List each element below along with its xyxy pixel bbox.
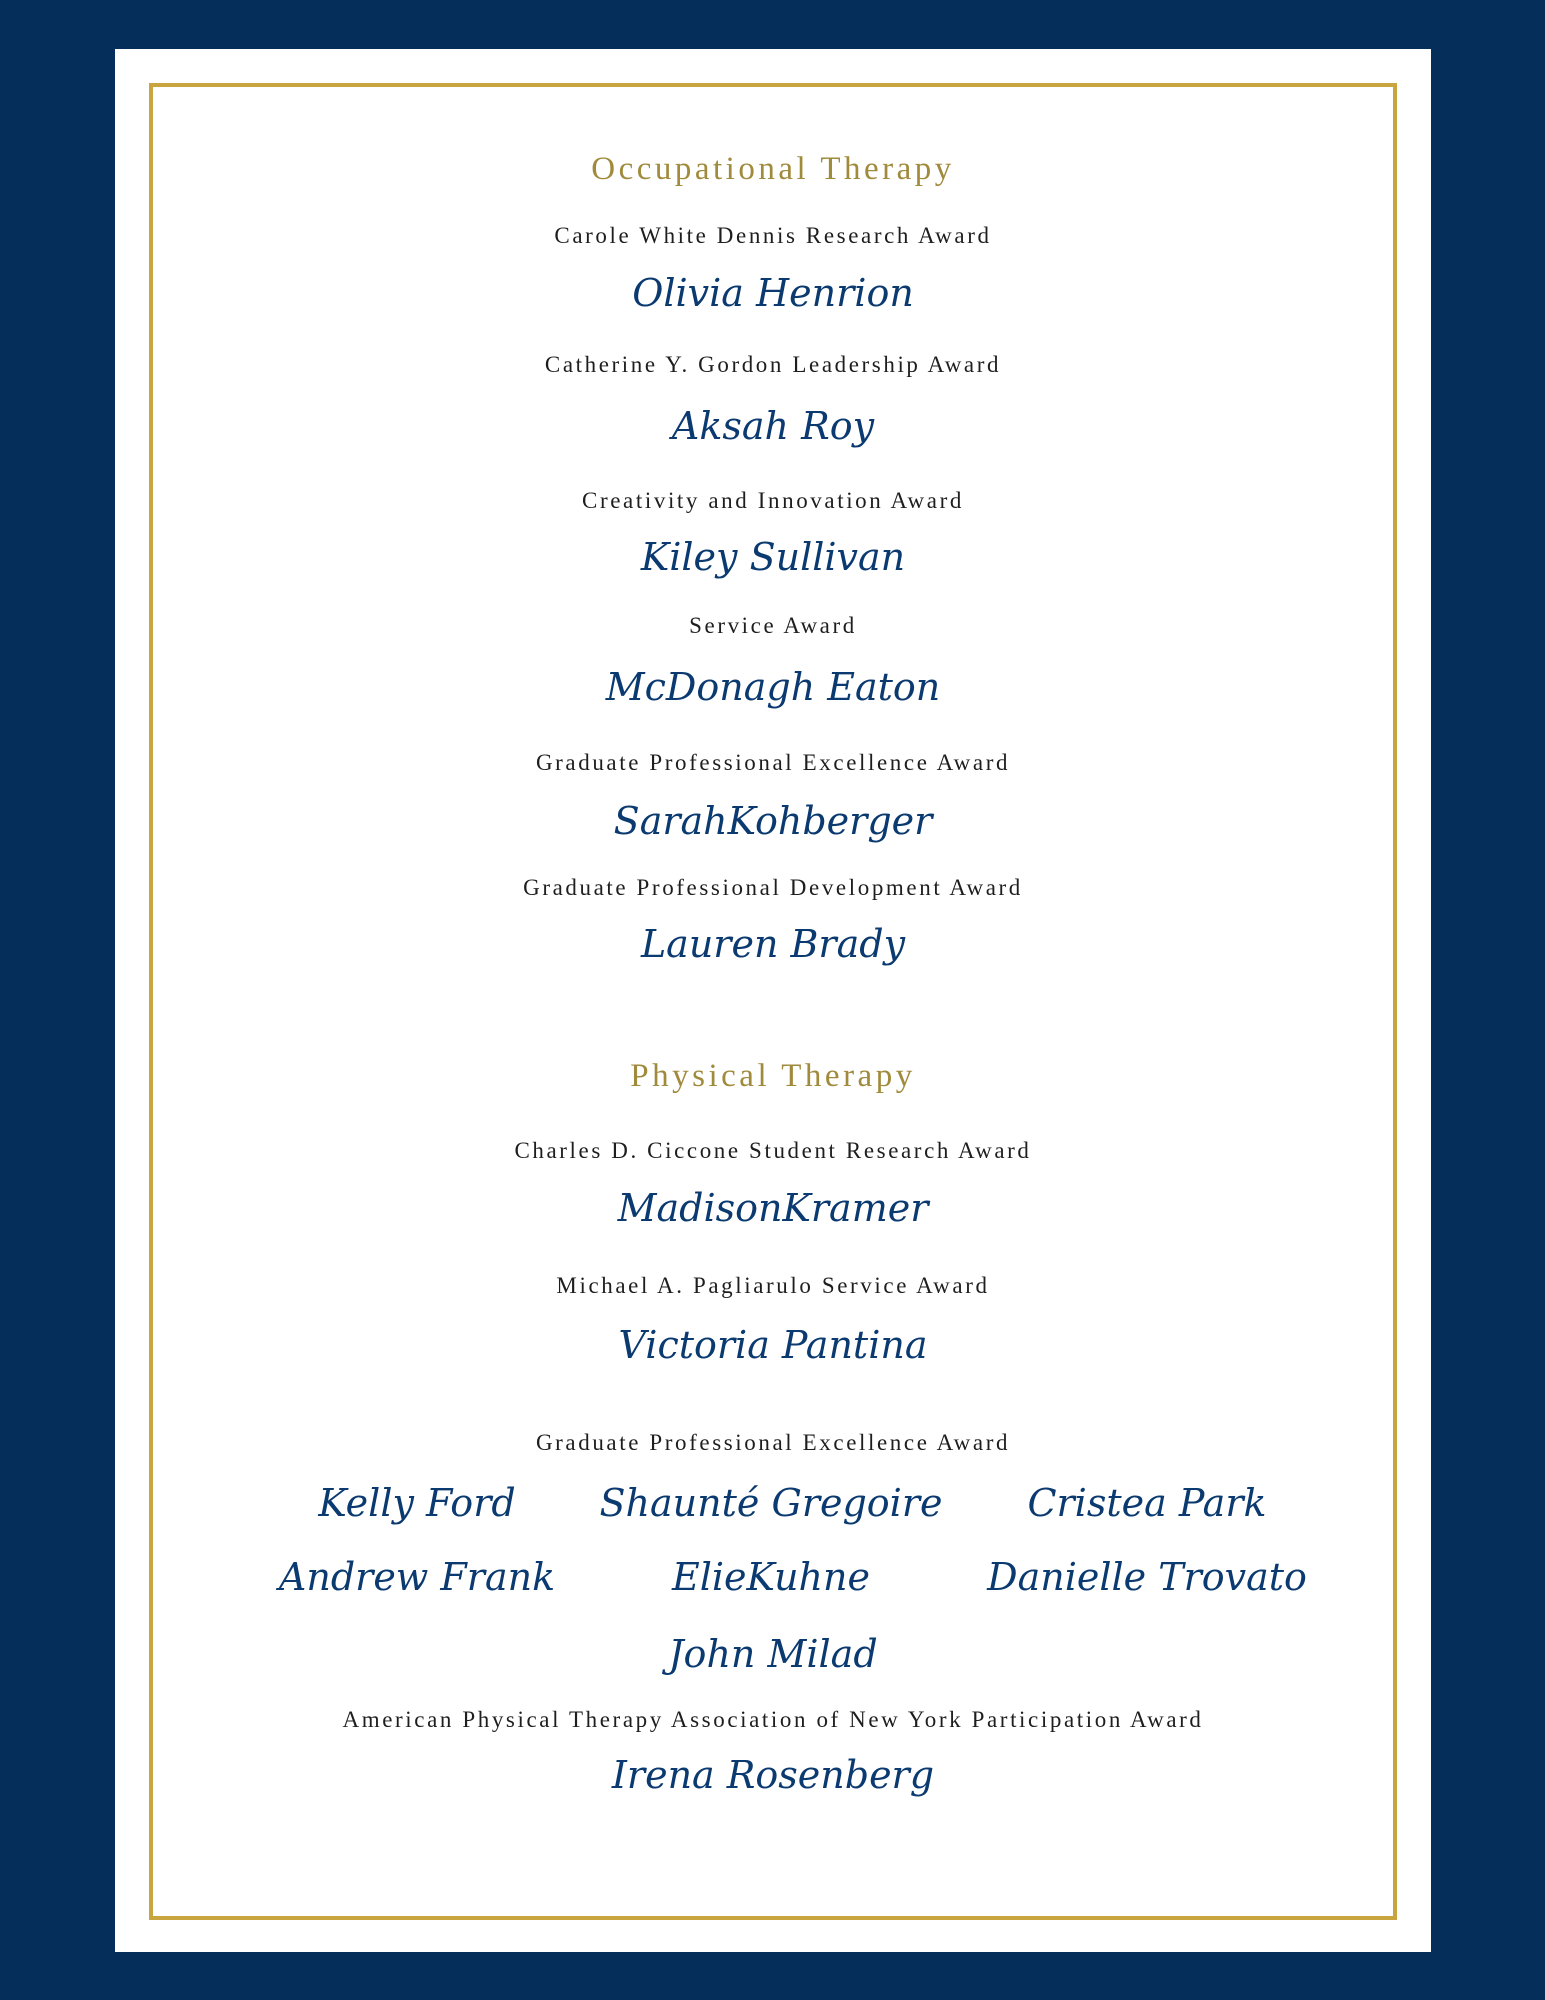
pt-excellence-award-title: Graduate Professional Excellence Award <box>535 1430 1011 1455</box>
ot-award-title: Creativity and Innovation Award <box>582 488 964 513</box>
pt-award-title: Michael A. Pagliarulo Service Award <box>556 1273 990 1298</box>
ot-award-title: Catherine Y. Gordon Leadership Award <box>544 352 1002 377</box>
pt-excellence-recipient: Cristea Park <box>1027 1481 1267 1525</box>
awards-card <box>115 49 1431 1952</box>
ot-award-recipient: Aksah Roy <box>671 404 875 448</box>
pt-apta-recipient: Irena Rosenberg <box>611 1753 935 1797</box>
ot-award-recipient: Kiley Sullivan <box>640 535 906 579</box>
pt-excellence-recipient: Andrew Frank <box>278 1555 556 1599</box>
pt-excellence-recipient: Kelly Ford <box>318 1481 516 1525</box>
pt-excellence-recipient: John Milad <box>668 1632 878 1676</box>
ot-section-heading: Occupational Therapy <box>591 151 955 187</box>
pt-section-heading: Physical Therapy <box>630 1058 916 1094</box>
pt-award-recipient: MadisonKramer <box>617 1186 929 1230</box>
pt-apta-award-title: American Physical Therapy Association of New York Participation Award <box>342 1707 1204 1732</box>
pt-award-title: Charles D. Ciccone Student Research Award <box>514 1138 1032 1163</box>
pt-excellence-recipient: Danielle Trovato <box>987 1555 1307 1599</box>
pt-excellence-recipient: ElieKuhne <box>672 1555 870 1599</box>
ot-award-recipient: SarahKohberger <box>613 799 933 843</box>
pt-award-recipient: Victoria Pantina <box>618 1323 928 1367</box>
ot-award-recipient: Lauren Brady <box>640 922 906 966</box>
ot-award-title: Service Award <box>689 613 857 638</box>
ot-award-recipient: McDonagh Eaton <box>605 665 941 709</box>
ot-award-recipient: Olivia Henrion <box>632 271 914 315</box>
ot-award-title: Carole White Dennis Research Award <box>554 223 992 248</box>
pt-excellence-recipient: Shaunté Gregoire <box>599 1481 943 1525</box>
ot-award-title: Graduate Professional Development Award <box>523 875 1023 900</box>
ot-award-title: Graduate Professional Excellence Award <box>535 750 1011 775</box>
